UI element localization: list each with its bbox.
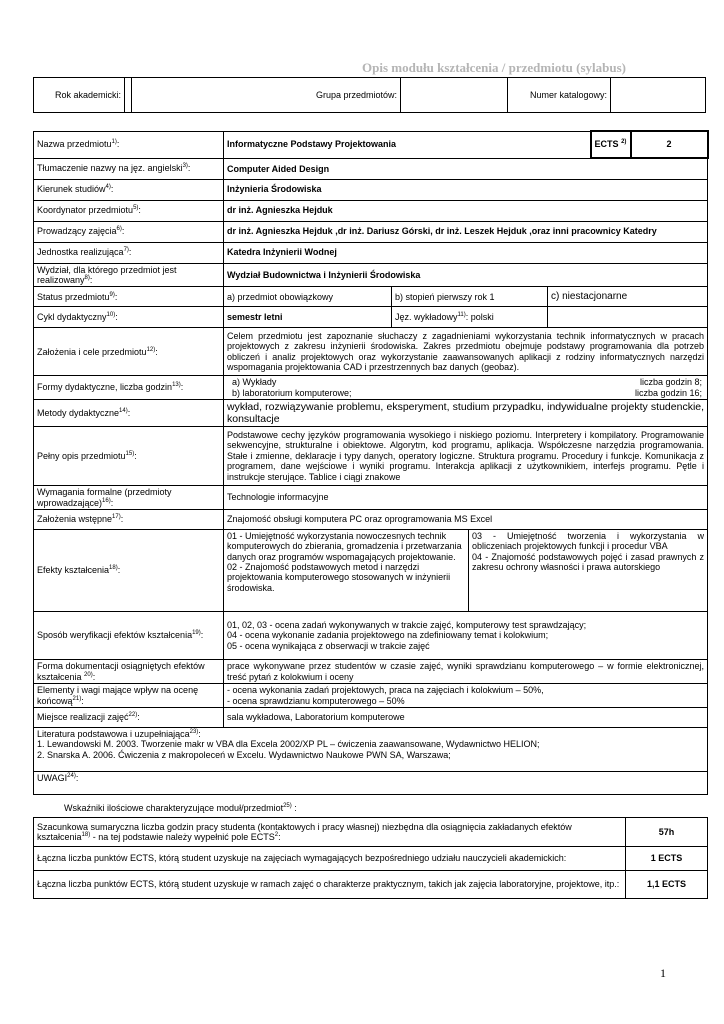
cycle-value: semestr letni — [224, 307, 392, 328]
english-name-value: Computer Aided Design — [224, 158, 708, 179]
status-label: Status przedmiotu$^{9)}$: — [34, 287, 224, 307]
document-header-title: Opis modułu kształcenia / przedmiotu (sylabus) — [362, 60, 627, 75]
page-number: 1 — [660, 966, 666, 980]
status-mandatory: a) przedmiot obowiązkowy — [224, 287, 392, 307]
ects-value: 2 — [631, 131, 708, 158]
unit-label: Jednostka realizująca$^{7)}$: — [34, 242, 224, 263]
literature-item: 2. Snarska A. 2006. Ćwiczenia z makropoleceń w Excelu. Wydawnictwo Naukowe PWN SA, Warszawa; — [37, 749, 451, 760]
indicator-ects-practical-value: 1,1 ECTS — [626, 871, 708, 899]
initial-assumptions-label: Założenia wstępne$^{17)}$: — [34, 510, 224, 530]
initial-assumptions-value: Znajomość obsługi komputera PC oraz oprogramowania MS Excel — [224, 510, 708, 530]
instructors-value: dr inż. Agnieszka Hejduk ,dr inż. Dariusz Górski, dr inż. Leszek Hejduk ,oraz inni pracownicy Katedry — [224, 221, 708, 242]
unit-value: Katedra Inżynierii Wodnej — [224, 242, 708, 263]
faculty-value: Wydział Budownictwa i Inżynierii Środowiska — [224, 263, 708, 287]
description-value: Podstawowe cechy języków programowania wysokiego i niskiego poziomu. Interpretery i kompilatory. Programowanie sekwencyjne, strukturalne i obiektowe. Algorytm, kod programu, aplikacja. Współczesne narzędzia programowania. Stałe i zmienne, deklaracje i typy danych, operatory logiczne. Struktura programu. Procedury i funkcje. Komunikacja z programem, dane wejściowe i wyniki programu. Interakcja aplikacji z użytkownikiem, interfejs programu. Pętle i instrukcje sterujące. Tablice i ciągi znakowe — [224, 427, 708, 486]
coordinator-label: Koordynator przedmiotu$^{5)}$: — [34, 200, 224, 221]
goals-label: Założenia i cele przedmiotu$^{12)}$: — [34, 328, 224, 376]
methods-label: Metody dydaktyczne$^{14)}$: — [34, 399, 224, 426]
literature-item: 1. Lewandowski M. 2003. Tworzenie makr w VBA dla Excela 2002/XP PL – ćwiczenia zaawansowane, Wydawnictwo HELION; — [37, 739, 540, 750]
language-cell: Jęz. wykładowy$^{11)}$: polski — [392, 307, 548, 328]
forms-label: Formy dydaktyczne, liczba godzin$^{13)}$: — [34, 376, 224, 400]
forms-row-lab: b) laboratorium komputerowe; liczba godzin 16; — [232, 387, 703, 398]
cycle-label: Cykl dydaktyczny$^{10)}$: — [34, 307, 224, 328]
outcomes-label: Efekty kształcenia$^{18)}$: — [34, 530, 224, 612]
indicators-caption: Wskaźniki ilościowe charakteryzujące moduł/przedmiot$^{25)}$ : — [64, 803, 297, 813]
faculty-label: Wydział, dla którego przedmiot jest realizowany$^{8)}$: — [34, 263, 224, 287]
academic-year-value — [125, 78, 132, 113]
field-of-study-label: Kierunek studiów$^{4)}$: — [34, 179, 224, 200]
description-label: Pełny opis przedmiotu$^{15)}$: — [34, 427, 224, 486]
goals-value: Celem przedmiotu jest zapoznanie słuchaczy z zagadnieniami wykorzystania technik informatycznych w pracach projektowych z zakresu inżynierii środowiska. Zakres przedmiotu obejmuje podstawy programowania dla potrzeb obliczeń i analiz projektowych oraz wykorzystanie zaawansowanych aplikacji z rodziny informatycznych narzędzi wspomagania projektowania CAD i przestrzennych baz danych (geobaz). — [224, 328, 708, 376]
ects-label: ECTS $^{2)}$ — [591, 131, 631, 158]
status-degree: b) stopień pierwszy rok 1 — [392, 287, 548, 307]
documentation-label: Forma dokumentacji osiągniętych efektów kształcenia $^{20)}$: — [34, 660, 224, 684]
indicator-ects-practical-text: Łączna liczba punktów ECTS, którą student uzyskuje w ramach zajęć o charakterze praktycznym, takich jak zajęcia laboratoryjne, projektowe, itp.: — [34, 871, 626, 899]
location-value: sala wykładowa, Laboratorium komputerowe — [224, 708, 708, 728]
verification-label: Sposób weryfikacji efektów kształcenia$^{19)}$: — [34, 612, 224, 660]
english-name-label: Tłumaczenie nazwy na jęz. angielski$^{3)}$: — [34, 158, 224, 179]
indicator-hours-text: Szacunkowa sumaryczna liczba godzin pracy studenta (kontaktowych i pracy własnej) niezbędna dla osiągnięcia zakładanych efektów kształcenia$^{18)}$ - na tej podstawie należy wypełnić pole ECTS$^2$: — [34, 818, 626, 847]
outcomes-right: 03 - Umiejętność tworzenia i wykorzystania w obliczeniach projektowych funkcji i procedur VBA 04 - Znajomość podstawowych pojęć i zasad prawnych z zakresu ochrony własności i prawa autorskiego — [469, 530, 708, 612]
outcomes-left: 01 - Umiejętność wykorzystania nowoczesnych technik komputerowych do zbierania, gromadzenia i przetwarzania danych oraz programów wspomagających projektowanie. 02 - Znajomość podstawowych metod i narzędzi projektowania komputerowego stosowanych w inżynierii środowiska. — [224, 530, 469, 612]
remarks-cell: UWAGI$^{24)}$: — [34, 772, 708, 795]
indicators-table — [33, 817, 708, 899]
subject-name-value: Informatyczne Podstawy Projektowania — [224, 131, 591, 158]
methods-value: wykład, rozwiązywanie problemu, eksperyment, studium przypadku, indywidualne projekty studenckie, konsultacje — [224, 399, 708, 426]
location-label: Miejsce realizacji zajęć$^{22)}$: — [34, 708, 224, 728]
catalog-number-value — [611, 78, 706, 113]
literature-cell — [34, 728, 708, 772]
weights-value: - ocena wykonania zadań projektowych, praca na zajęciach i kolokwium – 50%, - ocena sprawdzianu komputerowego – 50% — [224, 684, 708, 708]
subject-group-value — [401, 78, 508, 113]
literature-label: Literatura podstawowa i uzupełniająca$^{23)}$: — [37, 729, 201, 739]
catalog-number-label: Numer katalogowy: — [508, 78, 611, 113]
coordinator-value: dr inż. Agnieszka Hejduk — [224, 200, 708, 221]
documentation-value: prace wykonywane przez studentów w czasie zajęć, wyniki sprawdzianu komputerowego – w formie elektronicznej, treść pytań z kolokwium i oceny — [224, 660, 708, 684]
forms-row-lecture: a) Wykłady liczba godzin 8; — [232, 377, 703, 388]
syllabus-table — [33, 130, 709, 795]
prerequisites-label: Wymagania formalne (przedmioty wprowadzające)$^{16)}$: — [34, 486, 224, 510]
language-empty — [548, 307, 708, 328]
status-mode: c) niestacjonarne — [548, 287, 708, 307]
forms-value — [224, 376, 708, 400]
indicator-ects-contact-text: Łączna liczba punktów ECTS, którą student uzyskuje na zajęciach wymagających bezpośredniego udziału nauczycieli akademickich: — [34, 847, 626, 871]
catalog-info-table — [33, 77, 706, 113]
indicator-ects-contact-value: 1 ECTS — [626, 847, 708, 871]
instructors-label: Prowadzący zajęcia$^{6)}$: — [34, 221, 224, 242]
indicator-hours-value: 57h — [626, 818, 708, 847]
academic-year-label: Rok akademicki: — [34, 78, 125, 113]
verification-value: 01, 02, 03 - ocena zadań wykonywanych w trakcie zajęć, komputerowy test sprawdzający; 04 - ocena wykonanie zadania projektowego na zdefiniowany temat i kolokwium; 05 - ocena wynikająca z obserwacji w trakcie zajęć — [224, 612, 708, 660]
field-of-study-value: Inżynieria Środowiska — [224, 179, 708, 200]
subject-group-label: Grupa przedmiotów: — [132, 78, 401, 113]
weights-label: Elementy i wagi mające wpływ na ocenę końcową$^{21)}$: — [34, 684, 224, 708]
prerequisites-value: Technologie informacyjne — [224, 486, 708, 510]
subject-name-label: Nazwa przedmiotu$^{1)}$: — [34, 131, 224, 158]
